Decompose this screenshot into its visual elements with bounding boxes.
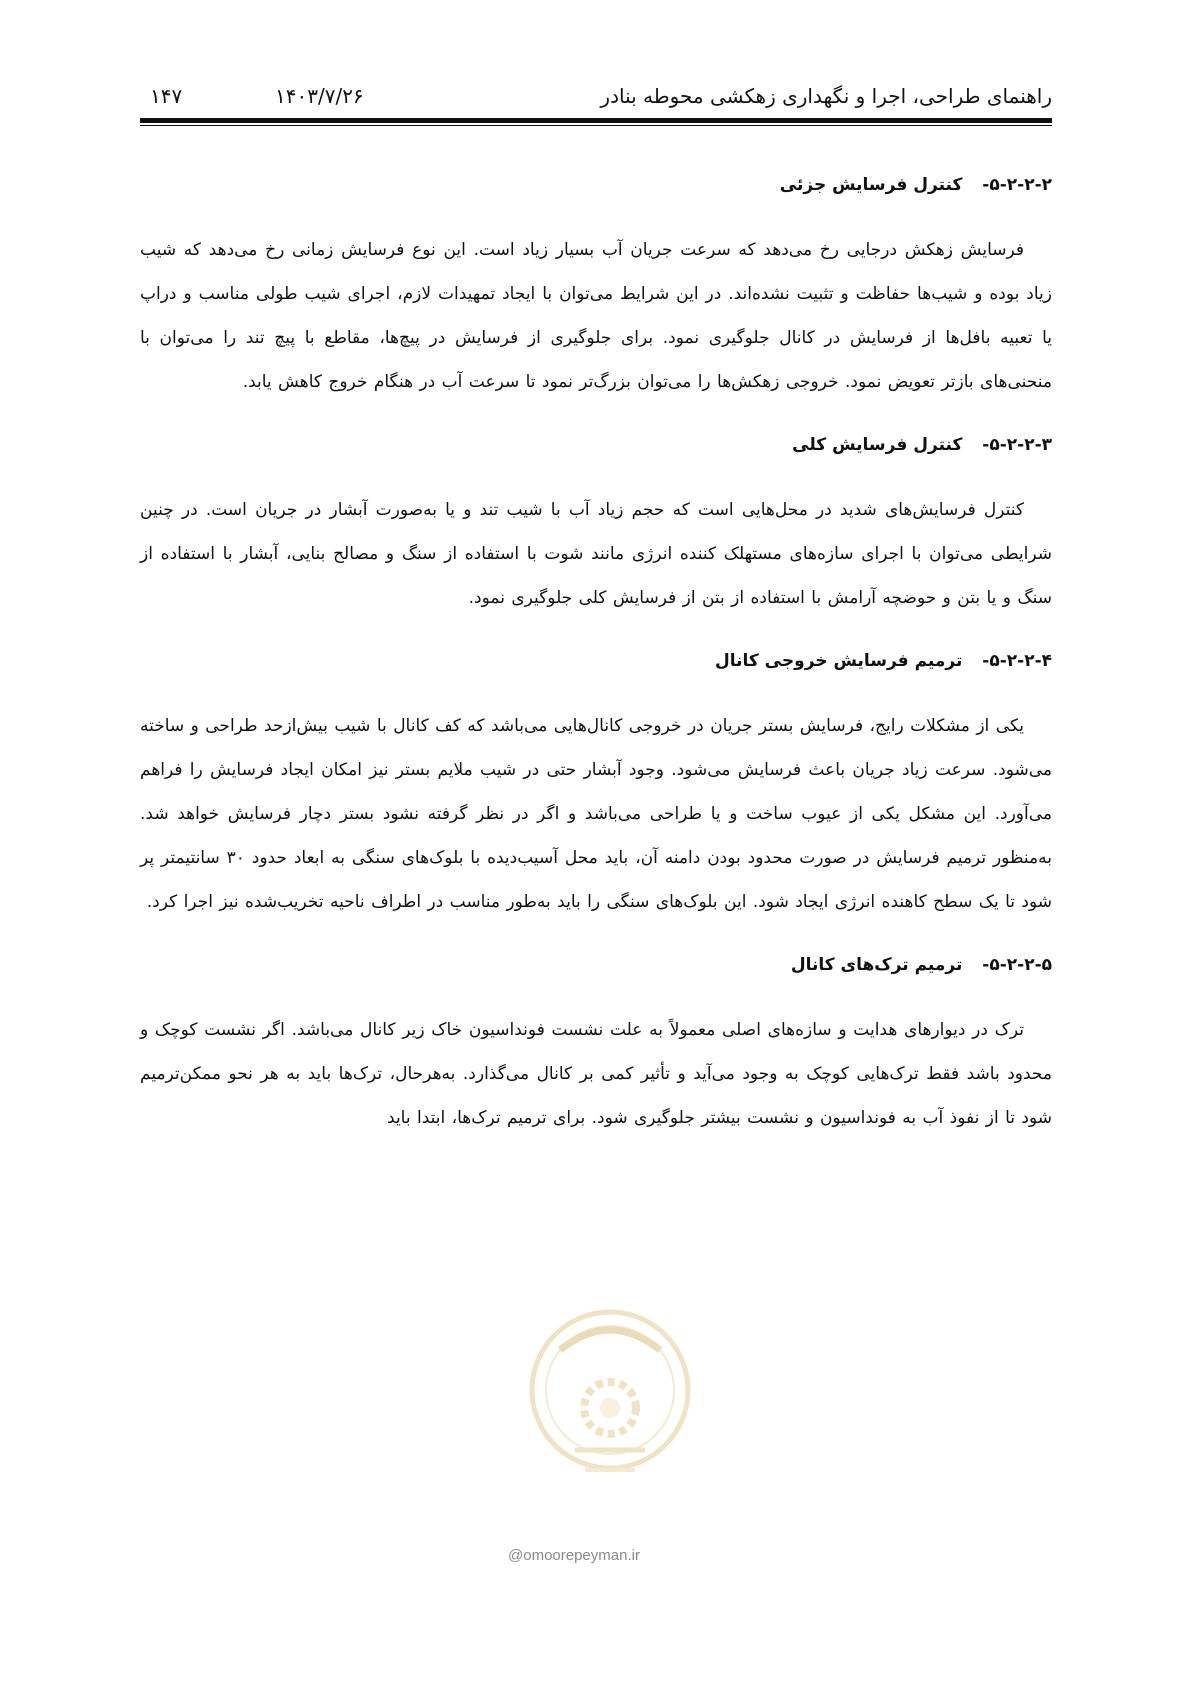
section-number: ۵-۲-۲-۳- xyxy=(982,435,1052,455)
section-number: ۵-۲-۲-۵- xyxy=(982,955,1052,975)
section-heading xyxy=(140,172,1052,198)
section-paragraph: فرسایش زهکش درجایی رخ می‌دهد که سرعت جریان آب بسیار زیاد است. این نوع فرسایش زمانی رخ می‌دهد که شیب زیاد بوده و شیب‌ها حفاظت و تثبیت نشده‌اند. در این شرایط می‌توان با ایجاد تمهیدات لازم، اجرای شیب طولی مناسب و دراپ یا تعبیه بافل‌ها از فرسایش در کانال جلوگیری نمود. برای جلوگیری از فرسایش در پیچ‌ها، مقاطع با پیچ تند را می‌توان با منحنی‌های بازتر تعویض نمود. خروجی زهکش‌ها را می‌توان بزرگ‌تر نمود تا سرعت آب در هنگام خروج کاهش یابد. xyxy=(140,240,1052,392)
section-title: ترمیم فرسایش خروجی کانال xyxy=(714,651,963,671)
header-rule-thin xyxy=(140,125,1052,126)
section-title: کنترل فرسایش کلی xyxy=(792,435,963,455)
page-content xyxy=(140,172,1052,1168)
page-number: ۱۴۷ xyxy=(150,84,183,108)
section-title: کنترل فرسایش جزئی xyxy=(779,175,963,195)
section-paragraph: یکی از مشکلات رایج، فرسایش بستر جریان در خروجی کانال‌هایی می‌باشد که کف کانال با شیب بیش‌ازحد طراحی و ساخته می‌شود. سرعت زیاد جریان باعث فرسایش می‌شود. وجود آبشار حتی در شیب ملایم بستر نیز امکان ایجاد فرسایش را فراهم می‌آورد. این مشکل یکی از عیوب ساخت و یا طراحی می‌باشد و اگر در نظر گرفته نشود بستر دچار فرسایش خواهد شد. به‌منظور ترمیم فرسایش در صورت محدود بودن دامنه آن، باید محل آسیب‌دیده با بلوک‌های سنگی به ابعاد حدود ۳۰ سانتیمتر پر شود تا یک سطح کاهنده انرژی ایجاد شود. این بلوک‌های سنگی را باید به‌طور مناسب در اطراف ناحیه تخریب‌شده نیز اجرا کرد. xyxy=(140,716,1052,912)
page-header xyxy=(140,72,1052,116)
header-rule-thick xyxy=(140,118,1052,123)
section-number: ۵-۲-۲-۲- xyxy=(982,175,1052,195)
section-paragraph: ترک در دیوارهای هدایت و سازه‌های اصلی معمولاً به علت نشست فونداسیون خاک زیر کانال می‌باشد. اگر نشست کوچک و محدود باشد فقط ترک‌هایی کوچک به وجود می‌آید و تأثیر کمی بر کانال می‌گذارد. به‌هرحال، ترک‌ها باید به هر نحو ممکن‌ترمیم شود تا از نفوذ آب به فونداسیون و نشست بیشتر جلوگیری شود. برای ترمیم ترک‌ها، ابتدا باید xyxy=(140,1020,1052,1128)
document-title: راهنمای طراحی، اجرا و نگهداری زهکشی محوطه بنادر xyxy=(600,84,1052,108)
section-number: ۵-۲-۲-۴- xyxy=(982,651,1052,671)
watermark-logo-icon xyxy=(525,1290,695,1500)
section-paragraph: کنترل فرسایش‌های شدید در محل‌هایی است که حجم زیاد آب با شیب تند و یا به‌صورت آبشار در جریان است. در چنین شرایطی می‌توان با اجرای سازه‌های مستهلک کننده انرژی مانند شوت با استفاده از سنگ و مصالح بنایی، آبشار با استفاده از سنگ و یا بتن و حوضچه آرامش با استفاده از بتن از فرسایش کلی جلوگیری نمود. xyxy=(140,500,1052,608)
section-heading xyxy=(140,432,1052,458)
section-title: ترمیم ترک‌های کانال xyxy=(790,955,963,975)
header-date: ۱۴۰۳/۷/۲۶ xyxy=(275,84,364,108)
section-heading xyxy=(140,952,1052,978)
watermark-text: @omoorepeyman.ir xyxy=(508,1547,640,1564)
section-heading xyxy=(140,648,1052,674)
